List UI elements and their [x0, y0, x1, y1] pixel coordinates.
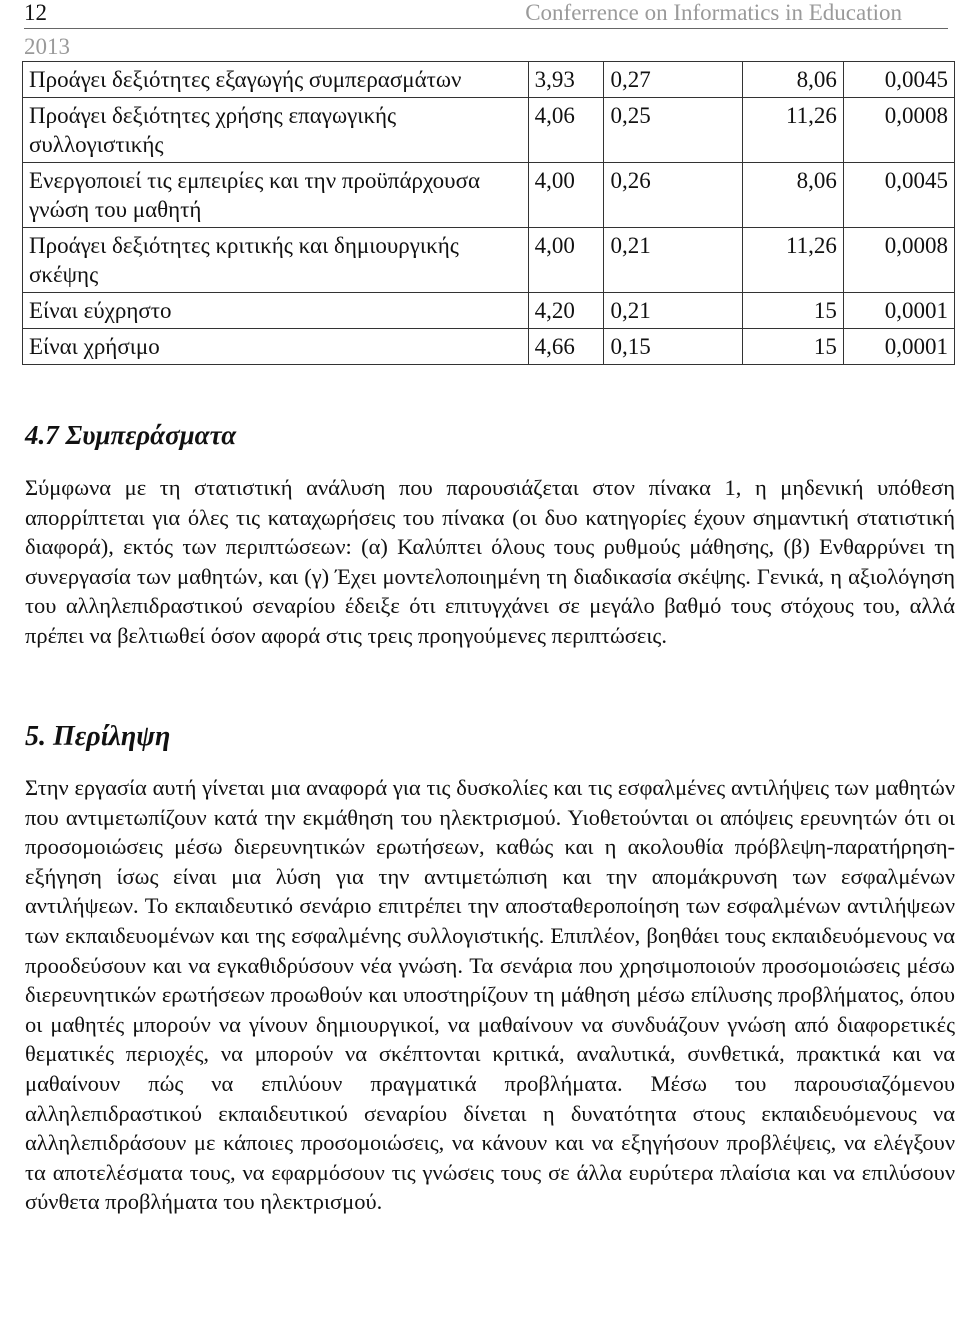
summary-paragraph: Στην εργασία αυτή γίνεται μια αναφορά για τις δυσκολίες και τις εσφαλμένες αντιλήψεις των μαθητών που αντιμετωπίζουν κατά την εκμάθηση του ηλεκτρισμού. Υιοθετούνται οι απόψεις ερευνητών ότι οι προσομοιώσεις μέσω διερευνητικών ερωτήσεων, καθώς και η ακολουθία πρόβλεψη-παρατήρηση-εξήγηση ίσως είναι μια λύση για την αντιμετώπιση και την απομάκρυνση των εσφαλμένων αντιλήψεων. Το εκπαιδευτικό σενάριο επιτρέπει την αποσταθεροποίηση των εσφαλμένων αντιλήψεων των εκπαιδευομένων και της εσφαλμένης συλλογιστικής. Επιπλέον, βοηθάει τους εκπαιδευόμενους να προοδεύσουν και να εγκαθιδρύσουν νέα γνώση. Τα σενάρια που χρησιμοποιούν προσομοιώσεις μέσω διερευνητικών ερωτήσεων προωθούν και υποστηρίζουν τη μάθηση μέσω επίλυσης προβλήματος, όπου οι μαθητές μπορούν να γίνουν δημιουργικοί, να μαθαίνουν να συνδυάζουν γνώση από διαφορετικές θεματικές περιοχές, να μπορούν να σκέπτονται κριτικά, αναλυτικά, συνθετικά, πρακτικά και να μαθαίνουν πώς να επιλύουν πραγματικά προβλήματα. Μέσω του παρουσιαζόμενου αλληλεπιδραστικού εκπαιδευτικού σεναρίου δίνεται η δυνατότητα στους εκπαιδευόμενους να αλληλεπιδράσουν με κάποιες προσομοιώσεις, να κάνουν και να εξηγήσουν προβλέψεις, να ελέγξουν τα αποτελέσματα τους, να εφαρμόσουν τις γνώσεις τους σε άλλα ευρύτερα πλαίσια και να επιλύσουν σύνθετα προβλήματα του ηλεκτρισμού. — [25, 775, 955, 1215]
row-label: Είναι χρήσιμο — [23, 329, 529, 365]
running-title: Conferrence on Informatics in Education — [525, 0, 902, 25]
value-mean: 4,66 — [528, 329, 604, 365]
value-p: 0,0008 — [843, 228, 954, 293]
value-sd: 0,15 — [604, 329, 742, 365]
value-statistic: 8,06 — [742, 62, 843, 98]
row-label: Προάγει δεξιότητες χρήσης επαγωγικής συλλογιστικής — [23, 98, 529, 163]
value-mean: 4,06 — [528, 98, 604, 163]
value-p: 0,0045 — [843, 62, 954, 98]
value-statistic: 11,26 — [742, 228, 843, 293]
section-heading-summary: 5. Περίληψη — [25, 721, 171, 752]
value-p: 0,0001 — [843, 329, 954, 365]
table-row — [23, 329, 955, 365]
results-table-body — [23, 62, 955, 365]
running-year: 2013 — [24, 34, 70, 59]
table-row — [23, 98, 955, 163]
value-p: 0,0001 — [843, 293, 954, 329]
section-heading-conclusions: 4.7 Συμπεράσματα — [25, 420, 237, 450]
row-label: Ενεργοποιεί τις εμπειρίες και την προϋπάρχουσα γνώση του μαθητή — [23, 163, 529, 228]
value-sd: 0,21 — [604, 228, 742, 293]
conclusions-paragraph: Σύμφωνα με τη στατιστική ανάλυση που παρουσιάζεται στον πίνακα 1, η μηδενική υπόθεση απορρίπτεται για όλες τις καταχωρήσεις του πίνακα (οι δυο κατηγορίες έχουν σημαντική στατιστική διαφορά), εκτός των περιπτώσεων: (α) Καλύπτει όλους τους ρυθμούς μάθησης, (β) Ενθαρρύνει τη συνεργασία των μαθητών, και (γ) Έχει μοντελοποιημένη τη διαδικασία σκέψης. Γενικά, η αξιολόγηση του αλληλεπιδραστικού σεναρίου έδειξε ότι επιτυγχάνει σε μεγάλο βαθμό τους στόχους του, αλλά πρέπει να βελτιωθεί όσον αφορά στις τρεις προηγούμενες περιπτώσεις. — [25, 475, 955, 648]
value-statistic: 15 — [742, 293, 843, 329]
value-mean: 4,00 — [528, 163, 604, 228]
value-mean: 4,20 — [528, 293, 604, 329]
value-sd: 0,25 — [604, 98, 742, 163]
results-table — [22, 61, 955, 365]
header-rule — [24, 28, 948, 29]
row-label: Προάγει δεξιότητες κριτικής και δημιουργικής σκέψης — [23, 228, 529, 293]
table-row — [23, 163, 955, 228]
value-sd: 0,26 — [604, 163, 742, 228]
value-p: 0,0008 — [843, 98, 954, 163]
row-label: Είναι εύχρηστο — [23, 293, 529, 329]
value-mean: 3,93 — [528, 62, 604, 98]
value-mean: 4,00 — [528, 228, 604, 293]
page-header — [24, 0, 948, 34]
table-row — [23, 62, 955, 98]
row-label: Προάγει δεξιότητες εξαγωγής συμπερασμάτων — [23, 62, 529, 98]
table-row — [23, 228, 955, 293]
value-statistic: 11,26 — [742, 98, 843, 163]
value-statistic: 15 — [742, 329, 843, 365]
page-number: 12 — [24, 0, 47, 25]
value-sd: 0,27 — [604, 62, 742, 98]
value-statistic: 8,06 — [742, 163, 843, 228]
value-p: 0,0045 — [843, 163, 954, 228]
value-sd: 0,21 — [604, 293, 742, 329]
table-row — [23, 293, 955, 329]
